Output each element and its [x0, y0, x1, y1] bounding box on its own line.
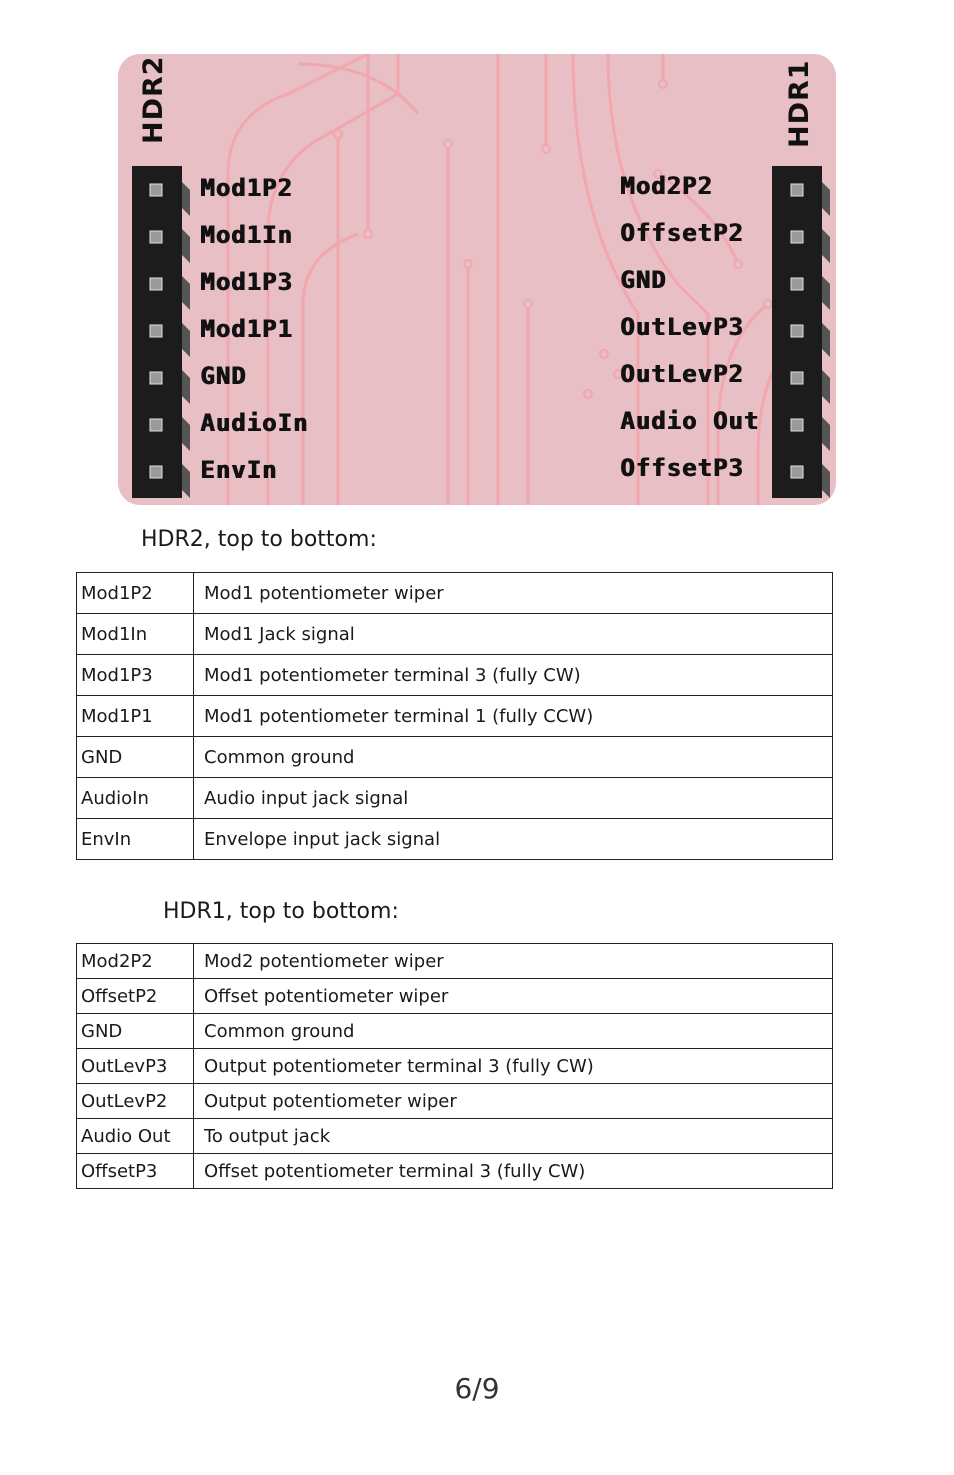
hdr1-pin-label: OffsetP2: [620, 219, 744, 247]
pin-description: Mod2 potentiometer wiper: [194, 944, 833, 979]
pin-description: Common ground: [194, 737, 833, 778]
hdr2-pin-label: Mod1P1: [200, 315, 293, 343]
hdr1-pin-label: OutLevP2: [620, 360, 744, 388]
hdr2-pin-label: AudioIn: [200, 409, 309, 437]
hdr1-pin-label: OutLevP3: [620, 313, 744, 341]
pin-name: Mod1In: [77, 614, 194, 655]
pin-description: Mod1 potentiometer wiper: [194, 573, 833, 614]
pin-name: EnvIn: [77, 819, 194, 860]
hdr2-pin-label: Mod1P3: [200, 268, 293, 296]
pin-name: GND: [77, 737, 194, 778]
hdr1-pin-label: Audio Out: [620, 407, 760, 435]
pin-name: OffsetP3: [77, 1154, 194, 1189]
table-row: [77, 614, 833, 655]
table-row: [77, 819, 833, 860]
hdr2-pin-label: GND: [200, 362, 247, 390]
table-row: [77, 1119, 833, 1154]
pcb-diagram: [118, 54, 836, 505]
hdr2-pin-label: EnvIn: [200, 456, 278, 484]
pin-description: Mod1 Jack signal: [194, 614, 833, 655]
table-row: [77, 1049, 833, 1084]
hdr2-pin-label: Mod1In: [200, 221, 293, 249]
pin-description: Output potentiometer wiper: [194, 1084, 833, 1119]
pin-description: Envelope input jack signal: [194, 819, 833, 860]
table-row: [77, 979, 833, 1014]
table-row: [77, 1084, 833, 1119]
pin-name: Mod1P3: [77, 655, 194, 696]
hdr1-pin-table: [76, 943, 833, 1189]
hdr1-header: [772, 166, 830, 498]
table-row: [77, 1014, 833, 1049]
hdr2-caption: HDR2, top to bottom:: [141, 527, 377, 552]
pin-name: Mod1P2: [77, 573, 194, 614]
table-row: [77, 573, 833, 614]
hdr2-pin-table: [76, 572, 833, 860]
hdr1-caption: HDR1, top to bottom:: [163, 899, 399, 924]
hdr2-title: HDR2: [138, 55, 169, 144]
hdr2-header: [132, 166, 190, 498]
hdr1-pin-label: GND: [620, 266, 667, 294]
hdr1-title: HDR1: [784, 59, 815, 148]
table-row: [77, 655, 833, 696]
hdr1-pin-label: Mod2P2: [620, 172, 713, 200]
pin-name: Audio Out: [77, 1119, 194, 1154]
pin-description: Common ground: [194, 1014, 833, 1049]
pin-description: Offset potentiometer wiper: [194, 979, 833, 1014]
table-row: [77, 944, 833, 979]
table-row: [77, 778, 833, 819]
pin-description: Audio input jack signal: [194, 778, 833, 819]
pin-name: OutLevP2: [77, 1084, 194, 1119]
hdr1-pin-label: OffsetP3: [620, 454, 744, 482]
pin-name: AudioIn: [77, 778, 194, 819]
pin-description: Offset potentiometer terminal 3 (fully CW): [194, 1154, 833, 1189]
pin-name: OutLevP3: [77, 1049, 194, 1084]
pin-name: OffsetP2: [77, 979, 194, 1014]
pin-description: Mod1 potentiometer terminal 3 (fully CW): [194, 655, 833, 696]
pin-description: Mod1 potentiometer terminal 1 (fully CCW): [194, 696, 833, 737]
table-row: [77, 737, 833, 778]
pin-name: Mod2P2: [77, 944, 194, 979]
pin-name: GND: [77, 1014, 194, 1049]
pin-name: Mod1P1: [77, 696, 194, 737]
hdr2-pin-label: Mod1P2: [200, 174, 293, 202]
pin-description: To output jack: [194, 1119, 833, 1154]
page-number: 6/9: [454, 1372, 500, 1405]
pin-description: Output potentiometer terminal 3 (fully CW): [194, 1049, 833, 1084]
table-row: [77, 1154, 833, 1189]
table-row: [77, 696, 833, 737]
